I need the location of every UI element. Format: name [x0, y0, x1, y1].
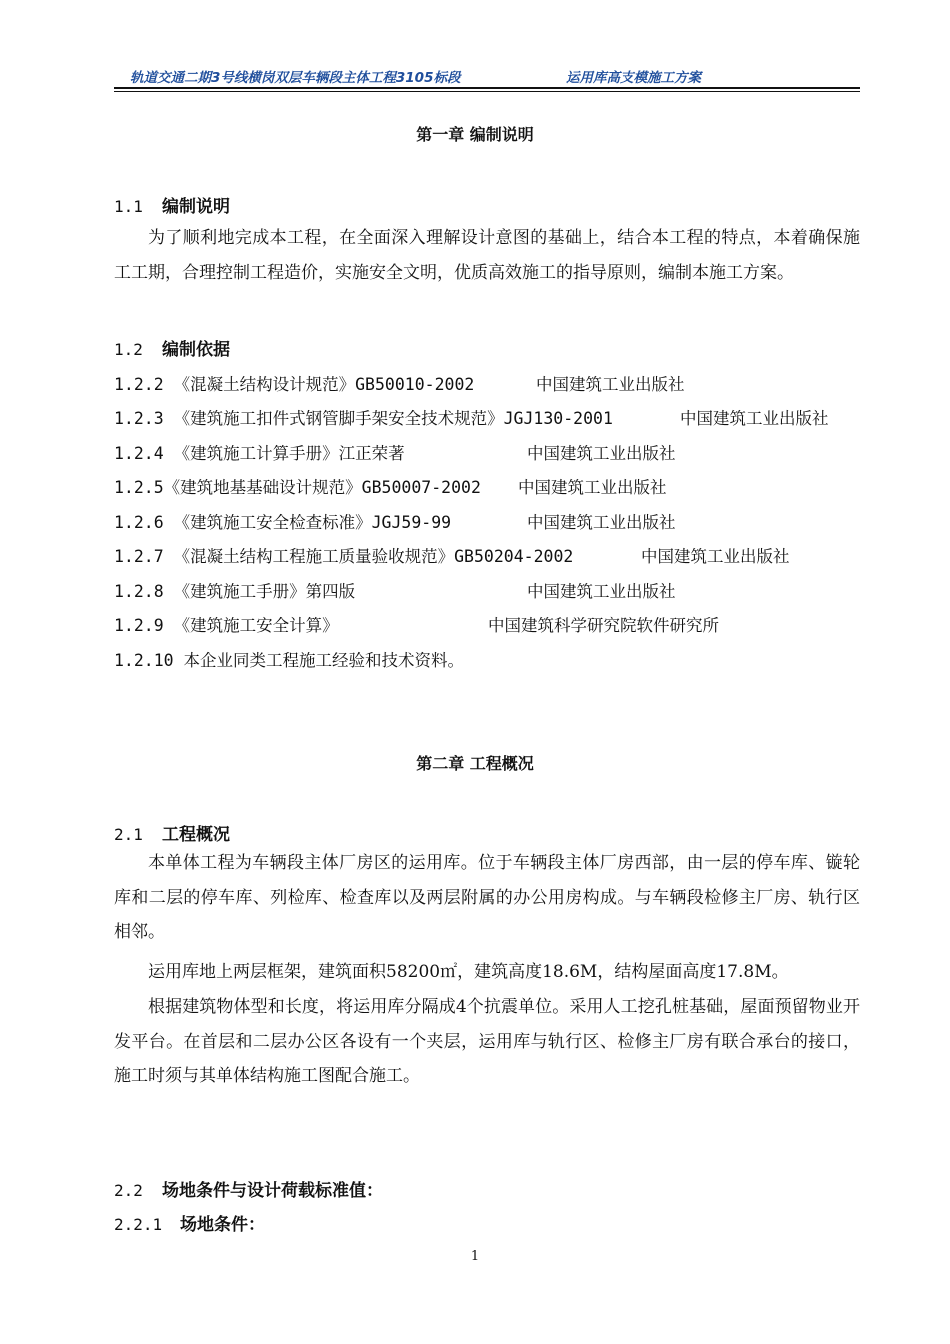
section-title: 场地条件与设计荷载标准值： — [162, 1181, 383, 1201]
reference-item — [114, 474, 667, 498]
reference-publisher: 中国建筑工业出版社 — [680, 409, 829, 428]
section-1-1-heading — [114, 192, 230, 217]
section-number: 2.1 — [114, 825, 143, 844]
header-document-title: 运用库高支模施工方案 — [566, 70, 701, 86]
reference-title: 1.2.2 《混凝土结构设计规范》GB50010-2002 — [114, 375, 475, 394]
reference-publisher: 中国建筑工业出版社 — [527, 513, 676, 532]
section-2-1-paragraph: 本单体工程为车辆段主体厂房区的运用库。位于车辆段主体厂房西部，由一层的停车库、镟轮库和二层的停车库、列检库、检查库以及两层附属的办公用房构成。与车辆段检修主厂房、轨行区相邻。 — [114, 853, 860, 943]
section-number: 1.2 — [114, 340, 143, 359]
header-rule-thick — [114, 87, 860, 89]
reference-item — [114, 578, 676, 602]
section-2-1-heading — [114, 820, 230, 845]
reference-title: 1.2.5《建筑地基基础设计规范》GB50007-2002 — [114, 478, 481, 497]
reference-item — [114, 612, 719, 636]
chapter-2-title: 第二章 工程概况 — [416, 754, 534, 773]
reference-item — [114, 647, 464, 671]
reference-title: 1.2.8 《建筑施工手册》第四版 — [114, 582, 356, 601]
section-title: 编制说明 — [162, 197, 230, 217]
reference-item — [114, 405, 829, 429]
section-title: 工程概况 — [162, 825, 230, 845]
section-2-1-paragraph: 运用库地上两层框架，建筑面积58200㎡，建筑高度18.6M，结构屋面高度17.8M。 — [148, 962, 789, 982]
reference-publisher: 中国建筑科学研究院软件研究所 — [488, 616, 719, 635]
reference-publisher: 中国建筑工业出版社 — [641, 547, 790, 566]
reference-item — [114, 509, 676, 533]
reference-publisher: 中国建筑工业出版社 — [518, 478, 667, 497]
section-2-2-1-heading — [114, 1210, 265, 1235]
header-rule-thin — [114, 91, 860, 92]
reference-publisher: 中国建筑工业出版社 — [527, 444, 676, 463]
section-title: 场地条件： — [180, 1215, 265, 1235]
reference-item — [114, 440, 676, 464]
section-number: 2.2.1 — [114, 1215, 163, 1234]
reference-title: 1.2.6 《建筑施工安全检查标准》JGJ59-99 — [114, 513, 452, 532]
page-number: 1 — [470, 1249, 480, 1264]
reference-title: 1.2.4 《建筑施工计算手册》江正荣著 — [114, 444, 405, 463]
reference-title: 1.2.7 《混凝土结构工程施工质量验收规范》GB50204-2002 — [114, 547, 574, 566]
section-1-1-paragraph: 为了顺利地完成本工程，在全面深入理解设计意图的基础上，结合本工程的特点，本着确保施工工期，合理控制工程造价，实施安全文明，优质高效施工的指导原则，编制本施工方案。 — [114, 228, 860, 283]
section-2-1-paragraph: 根据建筑物体型和长度，将运用库分隔成4个抗震单位。采用人工挖孔桩基础，屋面预留物业开发平台。在首层和二层办公区各设有一个夹层，运用库与轨行区、检修主厂房有联合承台的接口，施工时须与其单体结构施工图配合施工。 — [114, 997, 860, 1087]
section-1-2-heading — [114, 335, 230, 360]
section-number: 2.2 — [114, 1181, 143, 1200]
reference-title: 1.2.9 《建筑施工安全计算》 — [114, 616, 339, 635]
reference-title: 1.2.3 《建筑施工扣件式钢管脚手架安全技术规范》JGJ130-2001 — [114, 409, 613, 428]
reference-item — [114, 371, 685, 395]
reference-title: 1.2.10 本企业同类工程施工经验和技术资料。 — [114, 651, 465, 670]
chapter-1-title: 第一章 编制说明 — [416, 125, 534, 144]
section-2-2-heading — [114, 1176, 383, 1201]
section-number: 1.1 — [114, 197, 143, 216]
reference-publisher: 中国建筑工业出版社 — [527, 582, 676, 601]
section-title: 编制依据 — [162, 340, 230, 360]
header-project-title: 轨道交通二期3号线横岗双层车辆段主体工程3105标段 — [130, 70, 461, 86]
running-header — [114, 64, 860, 86]
reference-publisher: 中国建筑工业出版社 — [536, 375, 685, 394]
reference-item — [114, 543, 790, 567]
